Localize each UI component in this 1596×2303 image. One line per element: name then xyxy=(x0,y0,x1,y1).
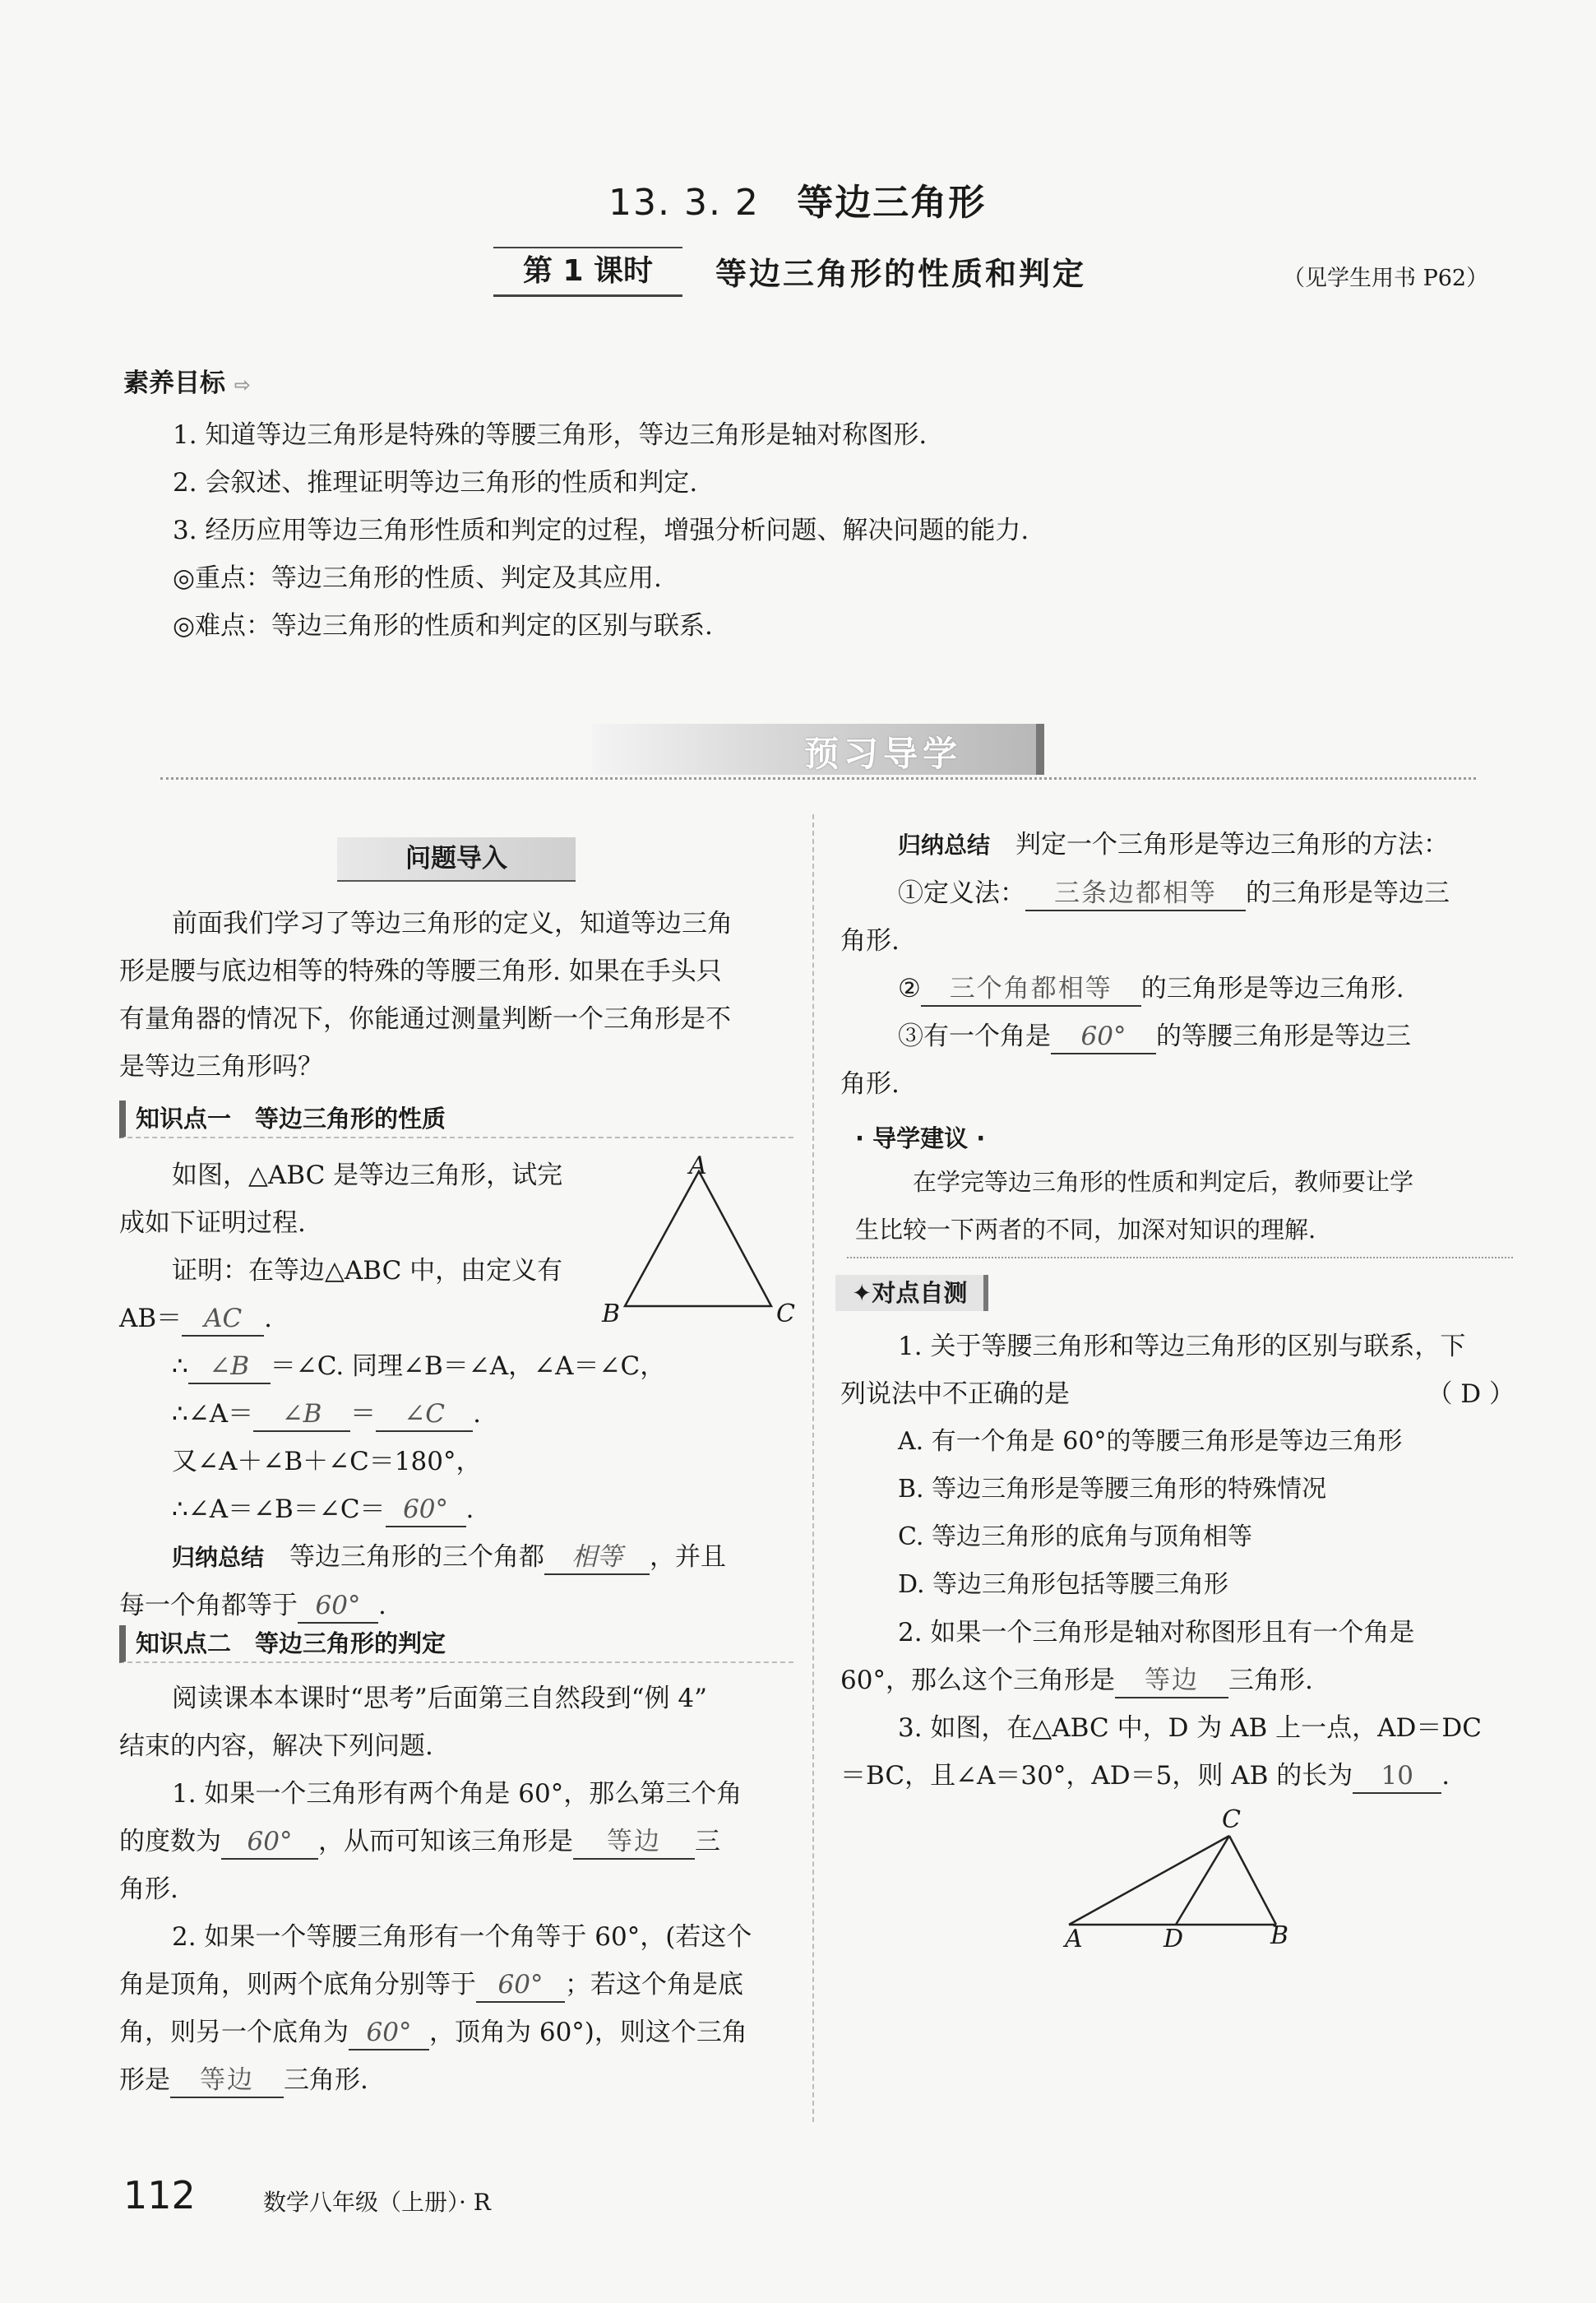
kp2-q1-prefix: 的度数为 xyxy=(119,1827,221,1856)
q3-line: 3. 如图，在△ABC 中，D 为 AB 上一点，AD＝DC xyxy=(898,1713,1482,1743)
answer-blank: ∠C xyxy=(376,1397,473,1432)
column-divider xyxy=(812,814,814,2122)
goals-list xyxy=(173,411,1029,554)
lesson-label: 第 1 课时 xyxy=(522,254,654,288)
intro-line: 是等边三角形吗？ xyxy=(119,1052,323,1082)
lesson-title: 等边三角形的性质和判定 xyxy=(715,256,1087,292)
kp1-ab-prefix: AB＝ xyxy=(119,1304,183,1333)
star-icon: ✦ xyxy=(852,1279,872,1307)
kp2-line: 2. 如果一个等腰三角形有一个角等于 60°，(若这个 xyxy=(172,1922,752,1952)
intro-title: 问题导入 xyxy=(405,844,507,873)
summary1-line2-text: 每一个角都等于 xyxy=(119,1591,298,1620)
q1-line2-text: 列说法中不正确的是 xyxy=(840,1379,1070,1409)
kp1-therefore1-rest: ＝∠C. 同理∠B＝∠A，∠A＝∠C， xyxy=(270,1351,666,1381)
selftest-body xyxy=(840,1323,1515,1800)
q2-line2 xyxy=(840,1657,1515,1704)
banner-label: 预习导学 xyxy=(803,734,962,774)
right-column xyxy=(840,821,1450,1108)
q1-answer: （ D ） xyxy=(1427,1379,1515,1409)
advice-line: 在学完等边三角形的性质和判定后，教师要让学 xyxy=(913,1168,1414,1196)
advice-rule xyxy=(847,1257,1513,1258)
summary1-tag: 归纳总结 xyxy=(172,1544,265,1571)
kp1-result: ∴∠A＝∠B＝∠C＝ 60° . xyxy=(119,1485,726,1533)
summary2-tag: 归纳总结 xyxy=(898,832,991,859)
selftest-title xyxy=(835,1275,988,1311)
section-name: 等边三角形 xyxy=(797,182,987,224)
vertex-label-c: C xyxy=(1222,1805,1241,1834)
answer-blank: 相等 xyxy=(544,1541,650,1575)
q3-line2 xyxy=(840,1752,1515,1800)
section-number: 13. 3. 2 xyxy=(608,182,760,224)
answer-blank: 等边 xyxy=(573,1825,695,1860)
vertex-label-a: A xyxy=(689,1152,707,1180)
answer-blank: 60° xyxy=(221,1825,318,1860)
kp1-line: 证明：在等边△ABC 中，由定义有 xyxy=(172,1256,563,1286)
advice-title: · 导学建议 · xyxy=(855,1124,986,1152)
arrow-icon: ⇨ xyxy=(234,373,251,396)
method3-suffix: 的等腰三角形是等边三 xyxy=(1156,1022,1411,1051)
answer-blank: 10 xyxy=(1353,1759,1441,1794)
vertex-label-d: D xyxy=(1163,1925,1184,1953)
method2 xyxy=(840,965,1450,1012)
q3-prefix: ＝BC，且∠A＝30°，AD＝5，则 AB 的长为 xyxy=(840,1761,1353,1791)
method3-prefix: ③有一个角是 xyxy=(898,1022,1051,1051)
kp1-result-prefix: ∴∠A＝∠B＝∠C＝ xyxy=(172,1494,386,1524)
segment-dc xyxy=(1176,1836,1229,1925)
answer-blank: 等边 xyxy=(170,2064,284,2098)
method1-suffix: 的三角形是等边三 xyxy=(1246,878,1450,908)
goals-title xyxy=(123,362,251,399)
kp2-line: 角形. xyxy=(119,1874,178,1904)
segment-cb xyxy=(1229,1836,1276,1925)
kp1-therefore2-prefix: ∴∠A＝ xyxy=(172,1399,254,1429)
intro-line: 有量角器的情况下，你能通过测量判断一个三角形是不 xyxy=(119,1004,731,1034)
difficult-point: ◎难点：等边三角形的性质和判定的区别与联系. xyxy=(173,611,713,641)
answer-blank: 60° xyxy=(349,2016,429,2050)
q3-suffix: . xyxy=(1441,1761,1450,1791)
page-number: 112 xyxy=(123,2173,196,2217)
kp1-therefore1: ∴ ∠B ＝∠C. 同理∠B＝∠A，∠A＝∠C， xyxy=(119,1342,726,1390)
method1-prefix: ①定义法： xyxy=(898,878,1025,908)
q2-suffix: 三角形. xyxy=(1228,1666,1313,1695)
answer-blank: AC xyxy=(182,1302,264,1337)
summary1-text: 等边三角形的三个角都 xyxy=(289,1542,545,1572)
kp2-q2-line3 xyxy=(119,2009,752,2056)
summary2 xyxy=(840,821,1450,869)
intro-line: 形是腰与底边相等的特殊的等腰三角形. 如果在手头只 xyxy=(119,957,722,986)
banner-rule xyxy=(160,777,1476,780)
goal-item: 1. 知道等边三角形是特殊的等腰三角形，等边三角形是轴对称图形. xyxy=(173,420,928,450)
answer-blank: 60° xyxy=(476,1968,565,2003)
selftest-title-text: 对点自测 xyxy=(872,1279,968,1307)
kp2-q2-l3a: 角，则另一个底角为 xyxy=(119,2018,349,2047)
vertex-label-b: B xyxy=(602,1300,621,1328)
q1-line2 xyxy=(840,1370,1515,1418)
lesson-label-box xyxy=(493,247,682,297)
method3 xyxy=(840,1012,1450,1060)
summary1 xyxy=(119,1533,726,1582)
kp2-line: 1. 如果一个三角形有两个角是 60°，那么第三个角 xyxy=(172,1779,742,1809)
answer-blank: ∠B xyxy=(253,1397,350,1432)
answer-blank: 三条边都相等 xyxy=(1025,877,1246,911)
q1-line: 1. 关于等腰三角形和等边三角形的区别与联系，下 xyxy=(898,1332,1466,1361)
summary1-line2: 每一个角都等于 60° . xyxy=(119,1582,726,1629)
kp2-q2-line2 xyxy=(119,1961,752,2009)
goals-title-text: 素养目标 xyxy=(123,368,225,398)
vertex-label-a: A xyxy=(1065,1925,1083,1953)
section-title xyxy=(608,173,986,225)
kp1-line: 成如下证明过程. xyxy=(119,1208,306,1238)
answer-blank: 60° xyxy=(1051,1020,1156,1054)
banner xyxy=(592,724,1044,775)
kp2-q2-line4 xyxy=(119,2056,752,2104)
intro-text xyxy=(119,900,733,1091)
q1-option: B. 等边三角形是等腰三角形的特殊情况 xyxy=(898,1475,1327,1504)
goal-item: 2. 会叙述、推理证明等边三角形的性质和判定. xyxy=(173,468,698,498)
vertex-label-c: C xyxy=(776,1300,795,1328)
segment-ac xyxy=(1069,1836,1229,1925)
goal-item: 3. 经历应用等边三角形性质和判定的过程，增强分析问题、解决问题的能力. xyxy=(173,516,1029,545)
kp2-title: 知识点二 等边三角形的判定 xyxy=(119,1625,793,1663)
method1 xyxy=(840,869,1450,917)
summary1-mid: ，并且 xyxy=(650,1542,727,1572)
intro-line: 前面我们学习了等边三角形的定义，知道等边三角 xyxy=(172,909,733,938)
kp2-line: 阅读课本本课时“思考”后面第三自然段到“例 4” xyxy=(172,1684,707,1713)
method1-line2: 角形. xyxy=(840,926,900,956)
q2-prefix: 60°，那么这个三角形是 xyxy=(840,1666,1115,1695)
q2-line: 2. 如果一个三角形是轴对称图形且有一个角是 xyxy=(898,1618,1415,1647)
summary2-text: 判定一个三角形是等边三角形的方法： xyxy=(1015,830,1450,860)
method2-suffix: 的三角形是等边三角形. xyxy=(1140,974,1404,1003)
kp2-q2-prefix: 角是顶角，则两个底角分别等于 xyxy=(119,1970,476,1999)
kp2-line: 结束的内容，解决下列问题. xyxy=(119,1731,433,1761)
answer-blank: 三个角都相等 xyxy=(921,972,1141,1007)
method2-prefix: ② xyxy=(898,974,921,1003)
kp2-q2-l3b: ，顶角为 60°)，则这个三角 xyxy=(429,2018,747,2047)
kp2-body xyxy=(119,1675,752,2104)
q1-option: C. 等边三角形的底角与顶角相等 xyxy=(898,1522,1252,1551)
kp1-ab-line: AB＝ AC . xyxy=(119,1295,726,1342)
vertex-label-b: B xyxy=(1270,1921,1289,1950)
answer-blank: ∠B xyxy=(188,1350,271,1384)
q1-option: D. 等边三角形包括等腰三角形 xyxy=(898,1570,1229,1599)
answer-blank: 60° xyxy=(386,1493,466,1527)
kp2-q2-mid: ；若这个角是底 xyxy=(565,1970,743,1999)
kp2-q2-l4a: 形是 xyxy=(119,2065,170,2095)
kp2-q1-end: 三 xyxy=(695,1827,720,1856)
method3-line2: 角形. xyxy=(840,1069,900,1099)
triangle-shape xyxy=(625,1171,771,1306)
kp1-sum: 又∠A＋∠B＋∠C＝180°， xyxy=(172,1447,482,1476)
answer-blank: 60° xyxy=(298,1589,378,1624)
kp1-line: 如图，△ABC 是等边三角形，试完 xyxy=(172,1161,563,1190)
answer-blank: 等边 xyxy=(1115,1664,1228,1698)
reference-note: （见学生用书 P62） xyxy=(1283,266,1489,291)
kp2-q1-line2 xyxy=(119,1818,752,1865)
q1-option: A. 有一个角是 60°的等腰三角形是等边三角形 xyxy=(898,1427,1403,1456)
kp1-title: 知识点一 等边三角形的性质 xyxy=(119,1101,793,1138)
book-title: 数学八年级（上册）· R xyxy=(263,2189,491,2216)
kp1-therefore2: ∴∠A＝ ∠B ＝ ∠C . xyxy=(119,1390,726,1438)
key-point: ◎重点：等边三角形的性质、判定及其应用. xyxy=(173,563,662,593)
advice-line: 生比较一下两者的不同，加深对知识的理解. xyxy=(855,1216,1316,1244)
advice-body xyxy=(855,1158,1413,1253)
kp2-q1-mid: ，从而可知该三角形是 xyxy=(318,1827,573,1856)
intro-title-box xyxy=(337,837,576,882)
kp2-q2-l4b: 三角形. xyxy=(284,2065,368,2095)
